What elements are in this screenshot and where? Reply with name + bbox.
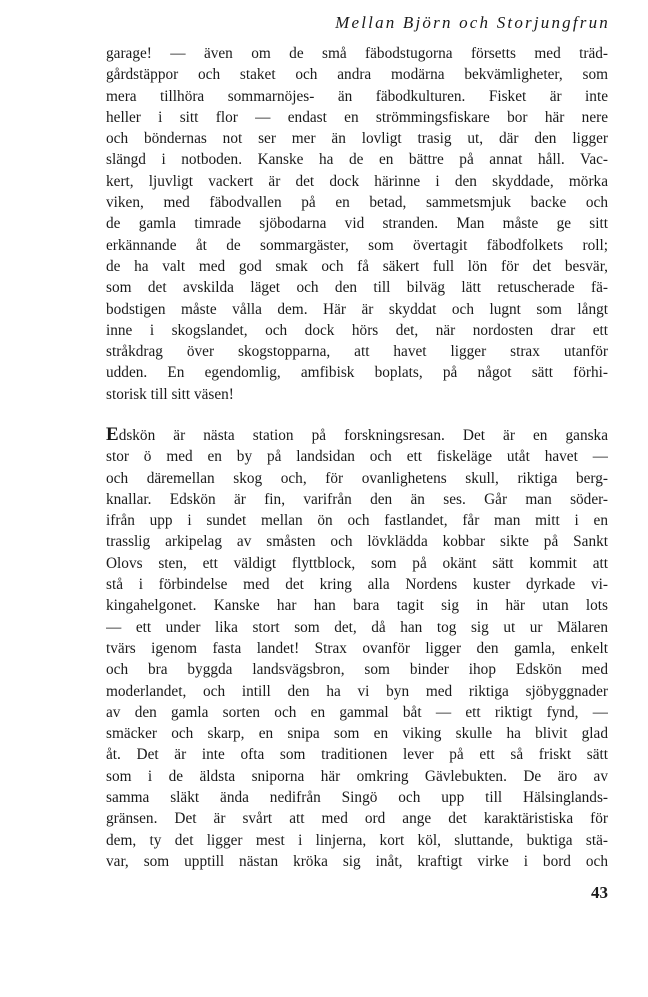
text-line: och bra byggda landsvägsbron, som binder ihop Edskön med xyxy=(106,661,608,679)
text-line: — ett under lika stort som det, då han tog sig ut ur Mälaren xyxy=(106,618,608,636)
text-line: viken, med fäbodvallen på en betad, sammetsmjuk backe och xyxy=(106,194,608,212)
text-line: var, som upptill nästan kröka sig inåt, kraftigt virke i bord och xyxy=(106,852,608,870)
text-line: udden. En egendomlig, amfibisk boplats, på något sätt förhi- xyxy=(106,364,608,382)
text-line: heller i sitt flor — endast en strömmingsfiskare bor här nere xyxy=(106,108,608,126)
text-line: mera tillhöra sommarnöjes- än fäbodkulturen. Fisket är inte xyxy=(106,87,608,105)
text-line: slängd i notboden. Kanske ha de en bättre på annat håll. Vac- xyxy=(106,151,608,169)
text-line: storisk till sitt väsen! xyxy=(106,385,234,403)
text-line: dem, ty det ligger mest i linjerna, kort köl, sluttande, buktiga stä- xyxy=(106,831,608,849)
text-line: bodstigen måste vålla dem. Här är skyddat och lugnt som långt xyxy=(106,300,608,318)
text-line: gränsen. Det är svårt att med ord ange det karaktäristiska för xyxy=(106,810,608,828)
text-line: inne i skogslandet, och dock hörs det, när nordosten drar ett xyxy=(106,321,608,339)
text-line: stå i förbindelse med det kring alla Nordens kuster dyrkade vi- xyxy=(106,576,608,594)
paragraph-1 xyxy=(106,43,608,405)
text-line: och böndernas not ser mer än lovligt trasig ut, där den ligger xyxy=(106,130,608,148)
text-line: och däremellan skog och, för ovanlighetens skull, riktiga berg- xyxy=(106,469,608,487)
text-line: gårdstäppor och staket och andra modärna bekvämligheter, som xyxy=(106,66,608,84)
text-line: moderlandet, och intill den ha vi byn med riktiga sjöbyggnader xyxy=(106,682,608,700)
text-line: samma släkt ända nedifrån Singö och upp till Hälsinglands- xyxy=(106,789,608,807)
text-line: garage! — även om de små fäbodstugorna försetts med träd- xyxy=(106,45,608,62)
text-line: ifrån upp i sundet mellan ön och fastlandet, får man mitt i en xyxy=(106,512,608,530)
text-line: kert, ljuvligt vackert är det dock härinne i den skyddade, mörka xyxy=(106,172,608,190)
text-line: kingahelgonet. Kanske har han bara tagit sig in här utan lots xyxy=(106,597,608,615)
text-line: de gamla timrade sjöbodarna vid stranden. Man måste ge sitt xyxy=(106,215,608,233)
text-line-first-rest: dskön är nästa station på forskningsresan. Det är en ganska xyxy=(118,427,608,444)
text-line: stor ö med en by på landsidan och ett fiskeläge utåt havet — xyxy=(106,448,608,466)
paragraph-2 xyxy=(106,425,608,872)
text-line: knallar. Edskön är fin, varifrån den än ses. Går man söder- xyxy=(106,490,608,508)
text-line: som i de äldsta sniporna här omkring Gävlebukten. De äro av xyxy=(106,767,608,785)
text-line: stråkdrag över skogstopparna, att havet ligger strax utanför xyxy=(106,343,608,361)
text-line-first xyxy=(106,425,608,446)
text-line: av den gamla sorten och en gammal båt — ett riktigt fynd, — xyxy=(106,703,608,721)
text-line: tvärs igenom fasta landet! Strax ovanför ligger den gamla, enkelt xyxy=(106,639,608,657)
initial-letter: E xyxy=(106,425,119,445)
running-head: Mellan Björn och Storjungfrun xyxy=(335,13,610,32)
text-line: smäcker och skarp, en snipa som en viking skulle ha blivit glad xyxy=(106,725,608,743)
text-line: Olovs sten, ett väldigt flyttblock, som på okänt sätt kommit att xyxy=(106,554,608,572)
text-line: erkännande åt de sommargäster, som övertagit fäbodfolkets roll; xyxy=(106,236,608,254)
page-number: 43 xyxy=(591,883,608,902)
text-line: trasslig arkipelag av småsten och lövklädda kobbar sikte på Sankt xyxy=(106,533,608,551)
text-line: som det avskilda läget och den till bilväg lätt retuscherade fä- xyxy=(106,279,608,297)
text-line: åt. Det är inte ofta som traditionen lever på ett så friskt sätt xyxy=(106,746,608,764)
text-line: de ha valt med god smak och få säkert full lön för det besvär, xyxy=(106,257,608,275)
